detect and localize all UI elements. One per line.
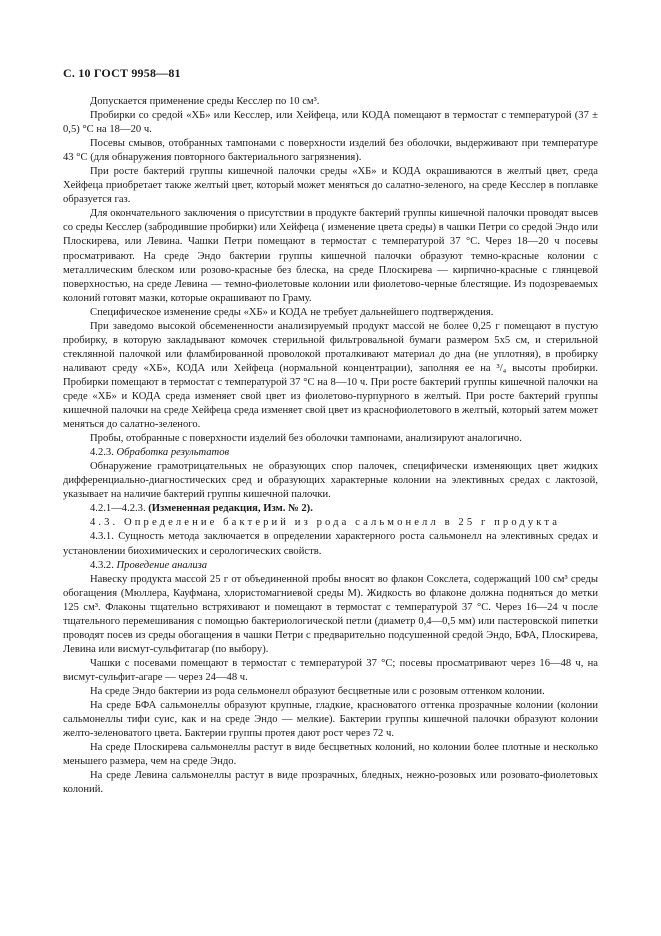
paragraph: Посевы смывов, отобранных тампонами с поверхности изделий без оболочки, выдерживают при температуре 43 °С (для обнаружения повторного бактериального загрязнения). — [63, 138, 598, 164]
amendment-text: (Измененная редакция, Изм. № 2). — [148, 503, 313, 515]
section-heading-4-3-2 — [63, 559, 598, 573]
paragraph: На среде Плоскирева сальмонеллы растут в виде бесцветных колоний, но колонии более плотные и несколько меньшего размера, чем на среде Эндо. — [63, 742, 598, 768]
paragraph: На среде БФА сальмонеллы образуют крупные, гладкие, красноватого оттенка прозрачные колонии (колонии сальмонеллы тифи суис, как и на среде Эндо — мелкие). Бактерии группы кишечной палочки образуют колонии желто-зеленоватого цвета. Бактерии группы протея дают рост через 72 ч. — [63, 700, 598, 740]
paragraph: Специфическое изменение среды «ХБ» и КОДА не требует дальнейшего подтверждения. — [90, 306, 494, 318]
section-title: Обработка результатов — [116, 447, 230, 459]
paragraph: На среде Левина сальмонеллы растут в виде прозрачных, бледных, нежно-розовых или розовато-фиолетовых колоний. — [63, 770, 598, 796]
paragraph: Чашки с посевами помещают в термостат с температурой 37 °С; посевы просматривают через 16—48 ч, на висмут-сульфит-агаре — через 24—48 ч. — [63, 657, 598, 683]
section-heading-4-3: 4.3. Определение бактерий из рода сальмонелл в 25 г продукта — [90, 517, 561, 529]
paragraph: Пробы, отобранные с поверхности изделий без оболочки тампонами, анализируют аналогично. — [90, 433, 522, 445]
document-body — [63, 95, 598, 797]
section-number: 4.2.3. — [90, 447, 114, 459]
paragraph: При заведомо высокой обсемененности анализируемый продукт массой не более 0,25 г помещают в пустую пробирку, в которую закладывают комочек стерильной фильтровальной бумаги размером 5х5 см, и стерильной стеклянной палочкой или фламбированной проволокой проталкивают материал до дна (не уплотняя), в пробирку наливают среду «ХБ», КОДА или Хейфеца (нормальной концентрации), заполняя ее на ³/₄ высоты пробирки. Пробирки помещают в термостат с температурой 37 °С на 8—10 ч. При росте бактерий группы кишечной палочки на среде «ХБ» и КОДА среда изменяет свой цвет из фиолетово-пурпурного в желтый. При росте бактерий группы кишечной палочки на среде Хейфеца среда изменяет свой цвет из краснофиолетового в желтый, который затем может меняться до салатно-зеленого. — [63, 320, 598, 431]
paragraph: 4.3.1. Сущность метода заключается в определении характерного роста сальмонелл на элективных средах и установлении биохимических и серологических свойств. — [63, 531, 598, 557]
paragraph: Для окончательного заключения о присутствии в продукте бактерий группы кишечной палочки проводят высев со среды Кесслер (забродившие пробирки) или Хейфеца ( изменение цвета среды) в чашки Петри со средой Эндо или Плоскирева, или Левина. Чашки Петри помещают в термостат с температурой 37 °С. Через 18—20 ч посевы просматривают. На среде Эндо бактерии группы кишечной палочки образуют темно-красные колонии с металлическим блеском или розово-красные без блеска, на среде Плоскирева — кирпично-красные с глянцевой поверхностью, на среде Левина — темно-фиолетовые колонии или фиолетово-черные блестящие. Из подозреваемых колоний готовят мазки, которые окрашивают по Граму. — [63, 208, 598, 304]
paragraph: Навеску продукта массой 25 г от объединенной пробы вносят во флакон Сокслета, содержащий 100 см³ среды обогащения (Мюллера, Кауфмана, хлористомагниевой среды М). Жидкость во флаконе должна подняться до метки 125 см³. Флаконы тщательно встряхивают и помещают в термостат с температурой 37 °С. Через 16—24 ч после тщательного перемешивания с помощью бактериологической петли (диаметр 0,4—0,5 мм) или пастеровской пипетки проводят посев из среды обогащения в чашки Петри с предварительно подсушенной средой Эндо, БФА, Плоскирева, Левина или висмут-сульфитагар (по выбору). — [63, 573, 598, 655]
page-header: С. 10 ГОСТ 9958—81 — [63, 66, 181, 80]
paragraph: При росте бактерий группы кишечной палочки среды «ХБ» и КОДА окрашиваются в желтый цвет, среда Хейфеца приобретает также желтый цвет, который может меняться до салатно-зеленого, на среде Кесслер в поплавке образуется газ. — [63, 166, 598, 206]
section-heading-4-2-3 — [63, 446, 598, 460]
section-number: 4.3.2. — [90, 559, 114, 571]
paragraph: Пробирки со средой «ХБ» или Кесслер, или Хейфеца, или КОДА помещают в термостат с температурой (37 ± 0,5) °С на 18—20 ч. — [63, 110, 598, 136]
paragraph: Допускается применение среды Кесслер по 10 см³. — [90, 96, 320, 107]
amendment-range: 4.2.1—4.2.3. — [90, 503, 146, 515]
paragraph: Обнаружение грамотрицательных не образующих спор палочек, специфически изменяющих цвет жидких дифференциально-диагностических сред и образующих характерные колонии на элективных средах с лактозой, указывает на наличие бактерий группы кишечной палочки. — [63, 461, 598, 501]
amendment-note — [63, 502, 598, 516]
paragraph: На среде Эндо бактерии из рода сельмонелл образуют бесцветные или с розовым оттенком колонии. — [90, 685, 545, 697]
section-title: Проведение анализа — [116, 559, 208, 571]
